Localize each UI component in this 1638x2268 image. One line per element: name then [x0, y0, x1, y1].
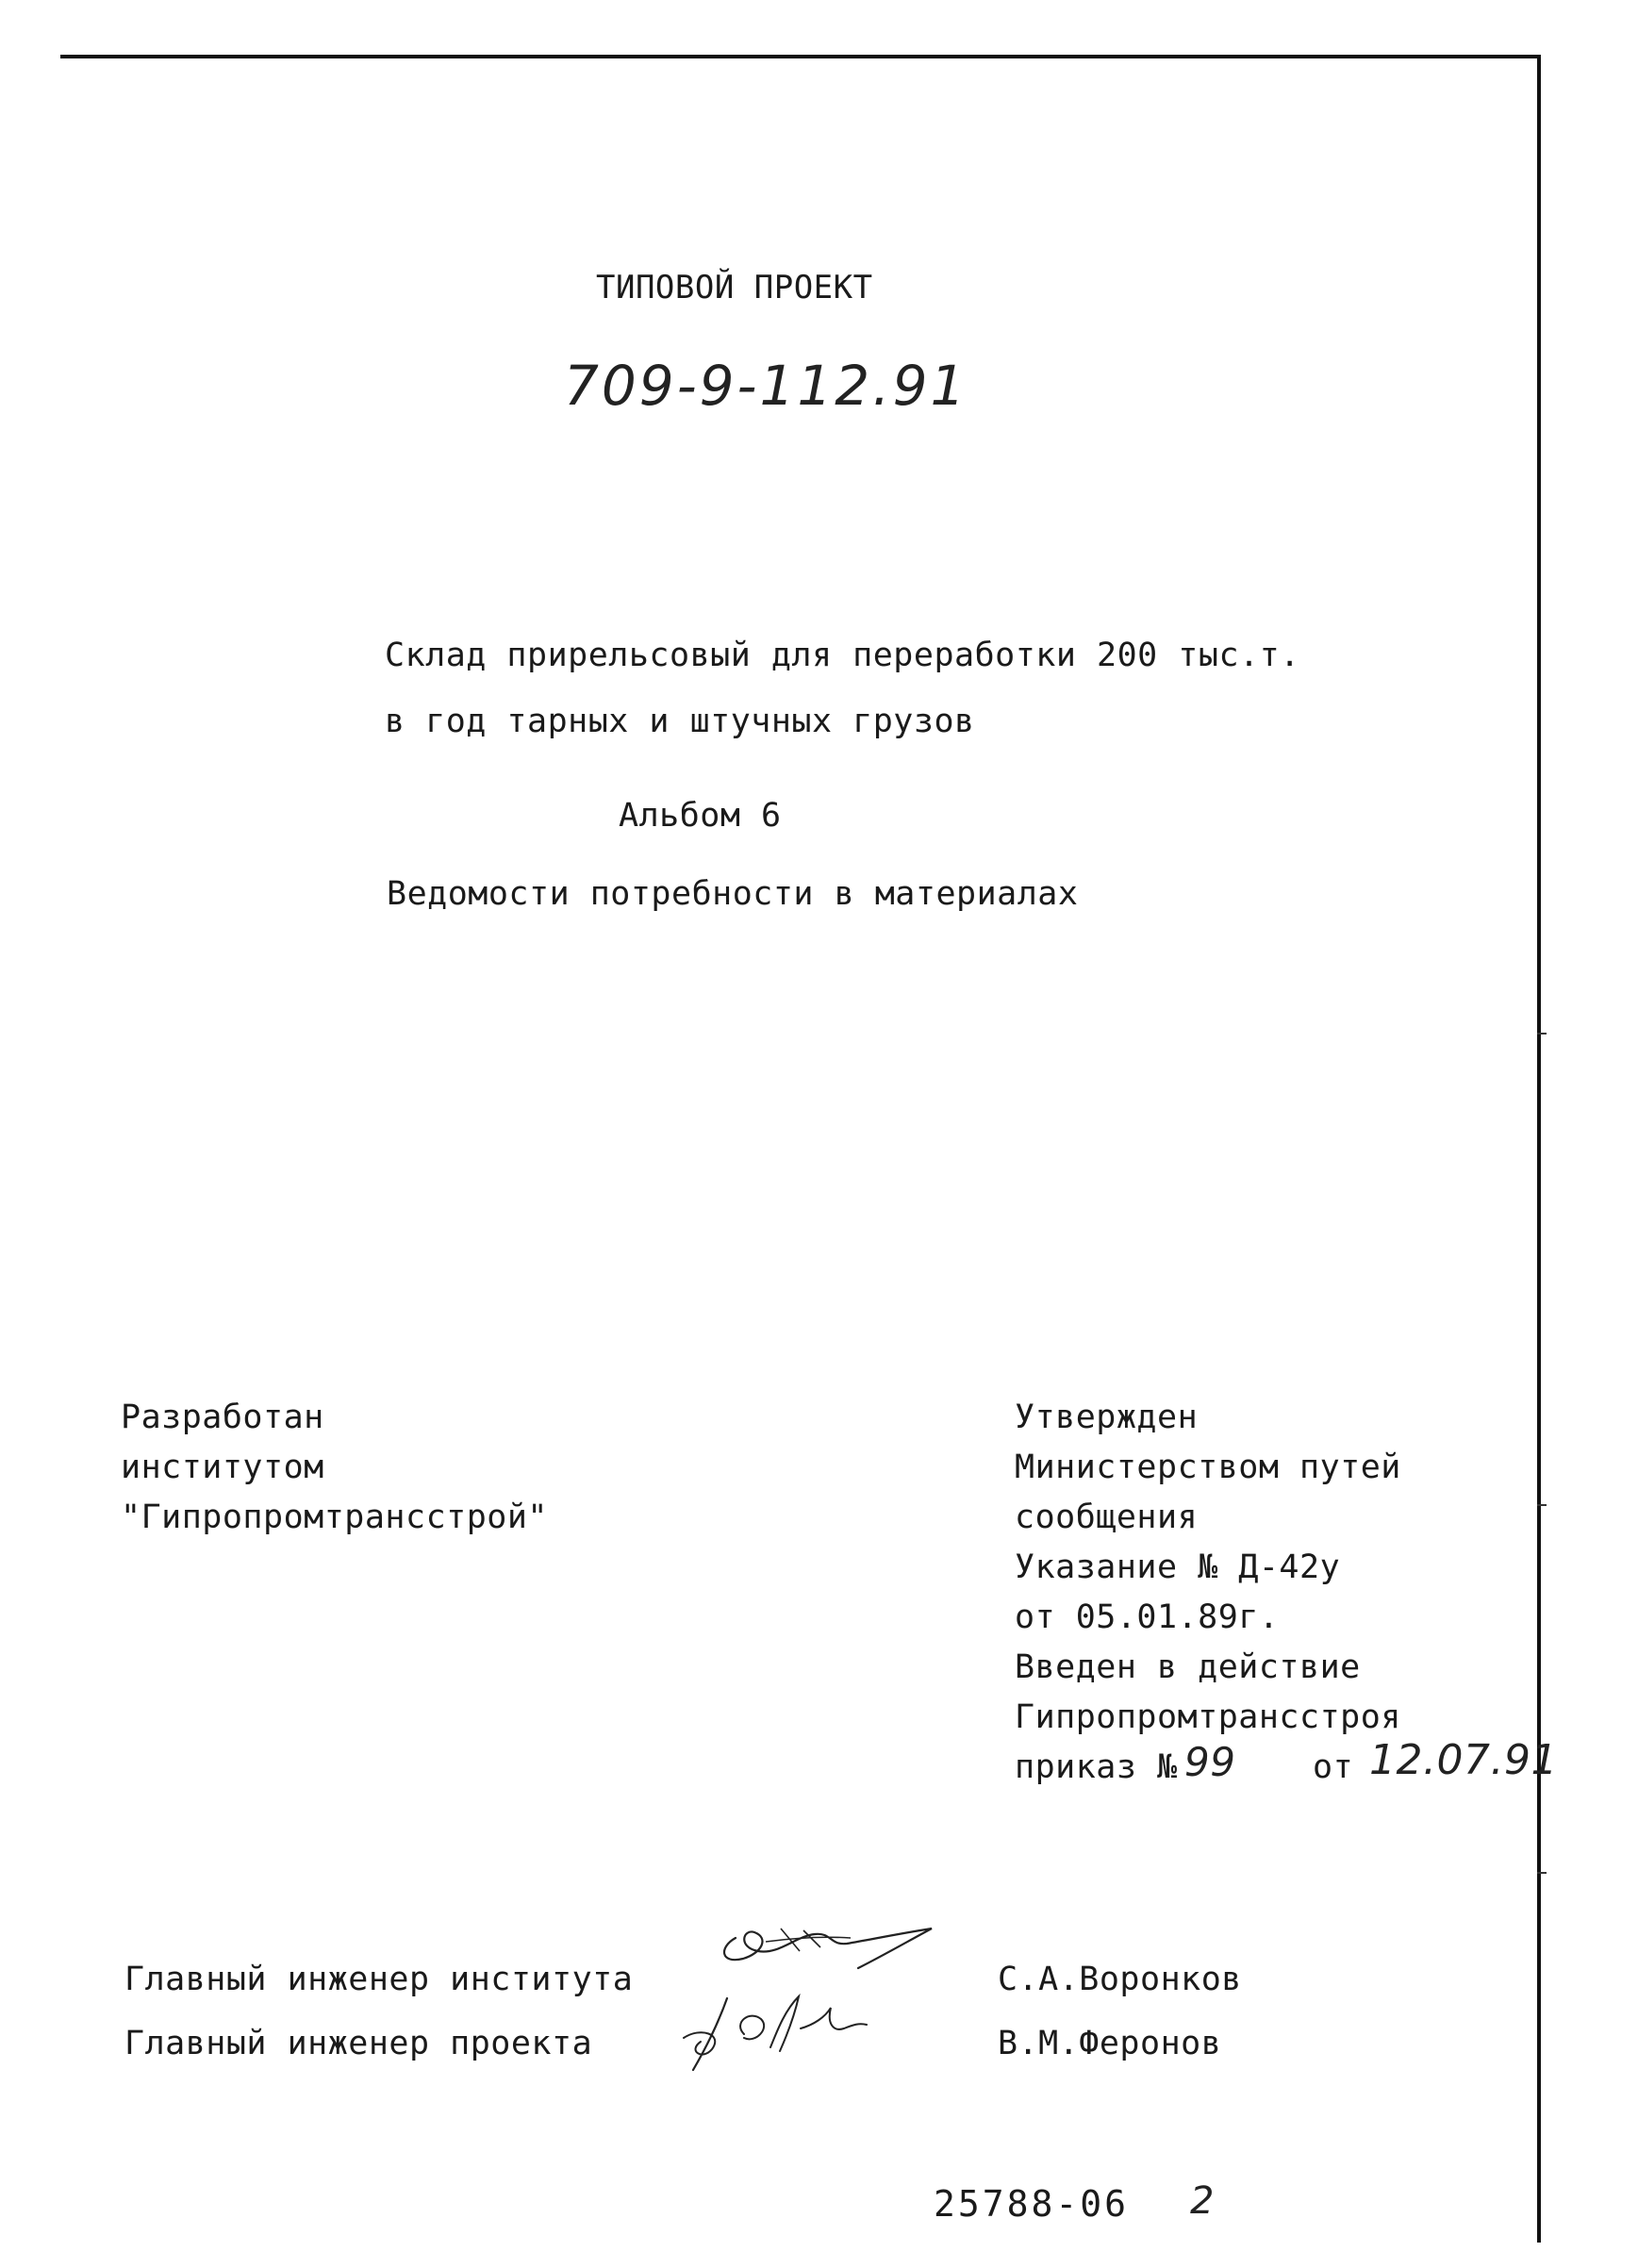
order-number: 99: [1184, 1739, 1236, 1785]
frame-tick: [1537, 1504, 1547, 1506]
approval-line: Утвержден: [1015, 1399, 1199, 1436]
developer-line: институтом: [121, 1449, 324, 1486]
approval-line: Введен в действие: [1015, 1648, 1361, 1686]
title-line-2: в год тарных и штучных грузов: [385, 703, 975, 740]
signatory-role: Главный инженер института: [124, 1961, 634, 1998]
order-prefix: приказ №: [1015, 1748, 1178, 1786]
album-label: Альбом 6: [619, 797, 782, 835]
order-date-prefix: от: [1313, 1748, 1354, 1786]
frame-right-border: [1537, 55, 1541, 2243]
developer-line: Разработан: [121, 1399, 324, 1436]
inventory-number: 25788-06: [934, 2183, 1130, 2225]
approval-line: Гипропромтрансстроя: [1015, 1698, 1401, 1736]
approval-line: от 05.01.89г.: [1015, 1598, 1280, 1636]
project-number: 709-9-112.91: [564, 354, 968, 418]
sheet-number: 2: [1190, 2179, 1215, 2223]
order-date: 12.07.91: [1369, 1736, 1558, 1784]
approval-line: Указание № Д-42у: [1015, 1548, 1341, 1586]
signature-chief-engineer-project: [674, 1985, 872, 2075]
frame-top-border: [60, 55, 1539, 58]
approval-line: Министерством путей: [1015, 1449, 1401, 1486]
signatory-name: С.А.Воронков: [998, 1961, 1242, 1998]
project-type-heading: ТИПОВОЙ ПРОЕКТ: [596, 269, 873, 306]
frame-tick: [1537, 1872, 1547, 1874]
subject-label: Ведомости потребности в материалах: [387, 875, 1079, 913]
frame-tick: [1537, 1033, 1547, 1035]
signatory-name: В.М.Феронов: [998, 2025, 1222, 2062]
approval-line: сообщения: [1015, 1498, 1199, 1536]
title-line-1: Склад прирельсовый для переработки 200 тыс.т.: [385, 637, 1300, 674]
signatory-role: Главный инженер проекта: [124, 2025, 593, 2062]
developer-line: "Гипропромтрансстрой": [121, 1498, 549, 1536]
signature-chief-engineer-institute: [709, 1910, 945, 1976]
